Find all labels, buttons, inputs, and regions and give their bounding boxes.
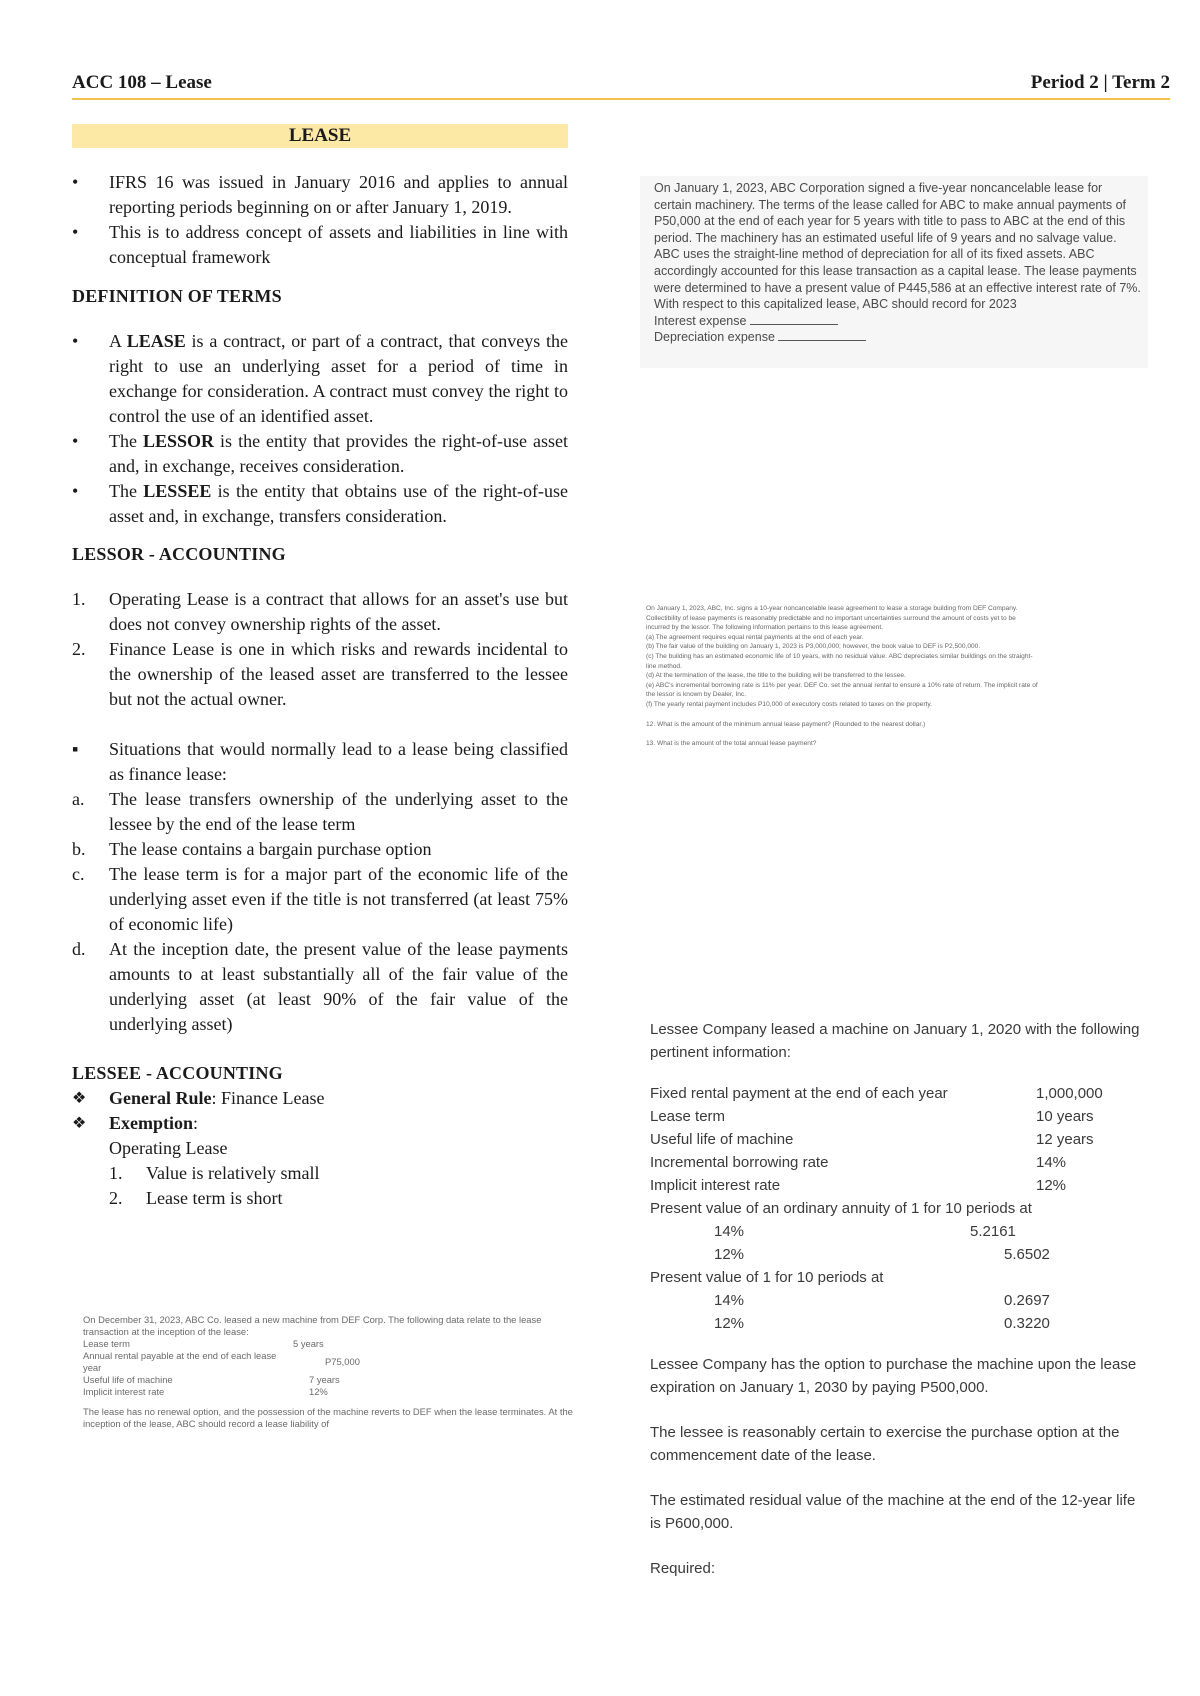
problem-lessee-company-clip xyxy=(650,1018,1150,1580)
rate-value: 0.3220 xyxy=(1004,1315,1050,1332)
lessor-heading: LESSOR - ACCOUNTING xyxy=(72,544,286,564)
list-text: The lease contains a bargain purchase option xyxy=(109,839,432,859)
pv-single-label xyxy=(650,1266,1150,1289)
table-row xyxy=(83,1386,360,1398)
row-label: Present value of an ordinary annuity of 1 for 10 periods at xyxy=(650,1200,1032,1217)
answer-blank xyxy=(778,329,866,341)
rate-label: 14% xyxy=(714,1292,745,1309)
operating-lease-label: Operating Lease xyxy=(109,1138,228,1158)
table-row xyxy=(83,1350,360,1374)
problem-dec31-clip xyxy=(83,1314,583,1430)
page-header xyxy=(72,72,1170,100)
intro-bullets xyxy=(72,170,568,270)
general-rule-value: : Finance Lease xyxy=(211,1088,325,1108)
definition-text: The xyxy=(109,481,144,501)
diamond-bullet-icon: ❖ xyxy=(72,1115,87,1132)
lessor-item xyxy=(72,637,568,712)
definition-term: LEASE xyxy=(126,331,186,351)
definition-lease xyxy=(72,329,568,429)
problem-line: (f) The yearly rental payment includes P10,000 of executory costs related to taxes on the property. xyxy=(646,700,933,708)
table-row xyxy=(83,1374,360,1386)
table-row xyxy=(650,1220,1150,1243)
row-value: 10 years xyxy=(1036,1108,1094,1125)
list-text: Operating Lease is a contract that allows for an asset's use but does not convey ownership rights of the asset. xyxy=(109,589,568,634)
problem-line: the lessor is known by Dealer, Inc. xyxy=(646,691,747,699)
definition-text: is the entity that obtains use of the right-of-use asset and, in exchange, transfers consideration. xyxy=(109,481,568,526)
problem-abc-clip xyxy=(640,176,1148,368)
problem-line: (e) ABC's incremental borrowing rate is 11% per year. DEF Co. set the annual rental to ensure a 10% rate of return. The implicit rate of xyxy=(646,681,1038,689)
table-cell: 12% xyxy=(309,1386,328,1397)
table-cell: P75,000 xyxy=(325,1356,360,1367)
table-row xyxy=(650,1289,1150,1312)
list-number: 1. xyxy=(109,1163,123,1183)
exemption-detail xyxy=(72,1136,568,1211)
definition-term: LESSEE xyxy=(143,481,212,501)
definition-lessee xyxy=(72,479,568,529)
problem-line: (d) At the termination of the lease, the title to the building will be transferred to the lessee. xyxy=(646,672,906,680)
problem-intro: Lessee Company leased a machine on January 1, 2020 with the following pertinent information: xyxy=(650,1021,1140,1061)
table-row xyxy=(650,1243,1150,1266)
situations-intro: ▪ Situations that would normally lead to a lease being classified as finance lease: xyxy=(72,737,568,787)
table-row xyxy=(650,1151,1150,1174)
intro-bullet: • This is to address concept of assets and liabilities in line with conceptual framework xyxy=(72,220,568,270)
problem-line: incurred by the lessor. The following information pertains to this lease agreement. xyxy=(646,624,884,632)
table-cell: Annual rental payable at the end of each lease year xyxy=(83,1350,277,1373)
problem-line: (c) The building has an estimated economic life of 10 years, with no residual value. ABC depreciates similar buildings on the straight- xyxy=(646,652,1033,660)
table-cell: Implicit interest rate xyxy=(83,1386,165,1397)
situation-item xyxy=(72,787,568,837)
list-letter: d. xyxy=(72,939,86,959)
table-row xyxy=(83,1338,360,1350)
situation-item xyxy=(72,837,568,862)
rate-label: 12% xyxy=(714,1246,745,1263)
row-value: 14% xyxy=(1036,1154,1067,1171)
row-label: Useful life of machine xyxy=(650,1131,794,1148)
table-cell: 7 years xyxy=(309,1374,340,1385)
situation-items xyxy=(72,787,568,1037)
problem-storage-clip xyxy=(646,604,1116,749)
exemption-items xyxy=(109,1161,568,1211)
table-cell: 5 years xyxy=(293,1338,324,1349)
exemption xyxy=(72,1111,568,1136)
definition-text: is the entity that provides the right-of-use asset and, in exchange, receives consideration. xyxy=(109,431,569,476)
problem-closing: The lease has no renewal option, and the possession of the machine reverts to DEF when the lease terminates. At the inception of the lease, ABC should record a lease liability of xyxy=(83,1406,573,1429)
table-cell: Lease term xyxy=(83,1338,130,1349)
table-row xyxy=(650,1312,1150,1335)
rate-label: 12% xyxy=(714,1315,745,1332)
row-value: 1,000,000 xyxy=(1036,1085,1103,1102)
problem-line: (a) The agreement requires equal rental payments at the end of each year. xyxy=(646,633,864,641)
question-12: 12. What is the amount of the minimum annual lease payment? (Rounded to the nearest dollar.) xyxy=(646,720,926,728)
table-row xyxy=(650,1174,1150,1197)
problem-line: line method. xyxy=(646,662,682,670)
row-label: Lease term xyxy=(650,1108,726,1125)
row-value: 12% xyxy=(1036,1177,1067,1194)
situations-list xyxy=(72,737,568,787)
list-text: At the inception date, the present value of the lease payments amounts to at least substantially all of the fair value of the underlying asset (at least 90% of the fair value of the underlying asset) xyxy=(109,939,568,1034)
list-number: 2. xyxy=(72,639,86,659)
problem-line: (b) The fair value of the building on January 1, 2023 is P3,000,000; however, the book value to DEF is P2,500,000. xyxy=(646,643,981,651)
table-row xyxy=(650,1105,1150,1128)
required-label: Required: xyxy=(650,1560,716,1577)
list-text: Value is relatively small xyxy=(146,1163,320,1183)
problem-line: On January 1, 2023, ABC, Inc. signs a 10-year noncancelable lease agreement to lease a storage building from DEF Company. xyxy=(646,605,1018,612)
answer-blank xyxy=(750,313,838,325)
pv-annuity-label xyxy=(650,1197,1150,1220)
question-13: 13. What is the amount of the total annual lease payment? xyxy=(646,740,817,748)
row-label: Implicit interest rate xyxy=(650,1177,781,1194)
list-letter: c. xyxy=(72,864,85,884)
problem-text: On January 1, 2023, ABC Corporation signed a five-year noncancelable lease for certain machinery. The terms of the lease called for ABC to make annual payments of P50,000 at the end of each year for 5 years with title to pass to ABC at the end of this period. The machinery has an estimated useful life of 9 years and no salvage value. ABC uses the straight-line method of depreciation for all of its fixed assets. ABC accordingly accounted for this lease transaction as a capital lease. The lease payments were determined to have a present value of P445,586 at an effective interest rate of 7%. With respect to this capitalized lease, ABC should record for 2023 xyxy=(654,181,1141,312)
intro-bullet: • IFRS 16 was issued in January 2016 and applies to annual reporting periods beginning on or after January 1, 2019. xyxy=(72,170,568,220)
list-text: The lease term is for a major part of the economic life of the underlying asset even if the title is not transferred (at least 75% of economic life) xyxy=(109,864,568,934)
general-rule-label: General Rule xyxy=(109,1088,212,1108)
situation-item xyxy=(72,937,568,1037)
residual-value-text: The estimated residual value of the machine at the end of the 12-year life is P600,000. xyxy=(650,1492,1136,1532)
row-label: Present value of 1 for 10 periods at xyxy=(650,1269,884,1286)
list-text: The lease transfers ownership of the underlying asset to the lessee by the end of the lease term xyxy=(109,789,568,834)
definition-term: LESSOR xyxy=(143,431,215,451)
problem-table xyxy=(83,1338,360,1398)
list-number: 2. xyxy=(109,1188,123,1208)
exemption-colon: : xyxy=(193,1113,199,1133)
row-value: 12 years xyxy=(1036,1131,1094,1148)
exemption-label: Exemption xyxy=(109,1113,194,1133)
rate-value: 5.2161 xyxy=(970,1223,1016,1240)
course-title: ACC 108 – Lease xyxy=(72,72,212,93)
list-text: Lease term is short xyxy=(146,1188,283,1208)
problem-line: Collectibility of lease payments is reasonably predictable and no important uncertainties surround the amount of costs yet to be xyxy=(646,614,1016,622)
list-number: 1. xyxy=(72,589,86,609)
general-rule xyxy=(72,1086,568,1111)
left-column xyxy=(72,124,568,1211)
table-cell: Useful life of machine xyxy=(83,1374,173,1385)
definition-text: The xyxy=(109,431,143,451)
definition-list xyxy=(72,329,568,529)
answer-line xyxy=(654,313,1142,330)
situation-item xyxy=(72,862,568,937)
exemption-item xyxy=(109,1186,568,1211)
lessor-item xyxy=(72,587,568,637)
period-term: Period 2 | Term 2 xyxy=(1030,72,1170,93)
rate-value: 5.6502 xyxy=(1004,1246,1050,1263)
row-label: Incremental borrowing rate xyxy=(650,1154,829,1171)
definition-lessor xyxy=(72,429,568,479)
diamond-bullet-icon: ❖ xyxy=(72,1090,87,1107)
problem-intro: On December 31, 2023, ABC Co. leased a new machine from DEF Corp. The following data relate to the lease transaction at the inception of the lease: xyxy=(83,1314,542,1337)
purchase-option-text: Lessee Company has the option to purchase the machine upon the lease expiration on January 1, 2030 by paying P500,000. xyxy=(650,1356,1137,1396)
rate-label: 14% xyxy=(714,1223,745,1240)
exemption-item xyxy=(109,1161,568,1186)
answer-label: Depreciation expense xyxy=(654,330,775,345)
list-letter: b. xyxy=(72,839,86,859)
lessor-list xyxy=(72,587,568,712)
answer-label: Interest expense xyxy=(654,313,747,328)
lessee-heading: LESSEE - ACCOUNTING xyxy=(72,1063,283,1083)
list-text: Finance Lease is one in which risks and rewards incidental to the ownership of the leased asset are transferred to the lessee but not the actual owner. xyxy=(109,639,568,709)
definition-text: A xyxy=(109,331,127,351)
lease-banner: LEASE xyxy=(72,124,568,148)
table-row xyxy=(650,1082,1150,1105)
list-letter: a. xyxy=(72,789,85,809)
table-row xyxy=(650,1128,1150,1151)
row-label: Fixed rental payment at the end of each year xyxy=(650,1085,948,1102)
rate-value: 0.2697 xyxy=(1004,1292,1050,1309)
definition-heading: DEFINITION OF TERMS xyxy=(72,286,282,306)
answer-line xyxy=(654,329,1142,346)
reasonably-certain-text: The lessee is reasonably certain to exercise the purchase option at the commencement date of the lease. xyxy=(650,1424,1120,1464)
lessee-list xyxy=(72,1086,568,1136)
definition-text: is a contract, or part of a contract, that conveys the right to use an underlying asset for a period of time in exchange for consideration. A contract must convey the right to control the use of an identified asset. xyxy=(109,331,568,426)
